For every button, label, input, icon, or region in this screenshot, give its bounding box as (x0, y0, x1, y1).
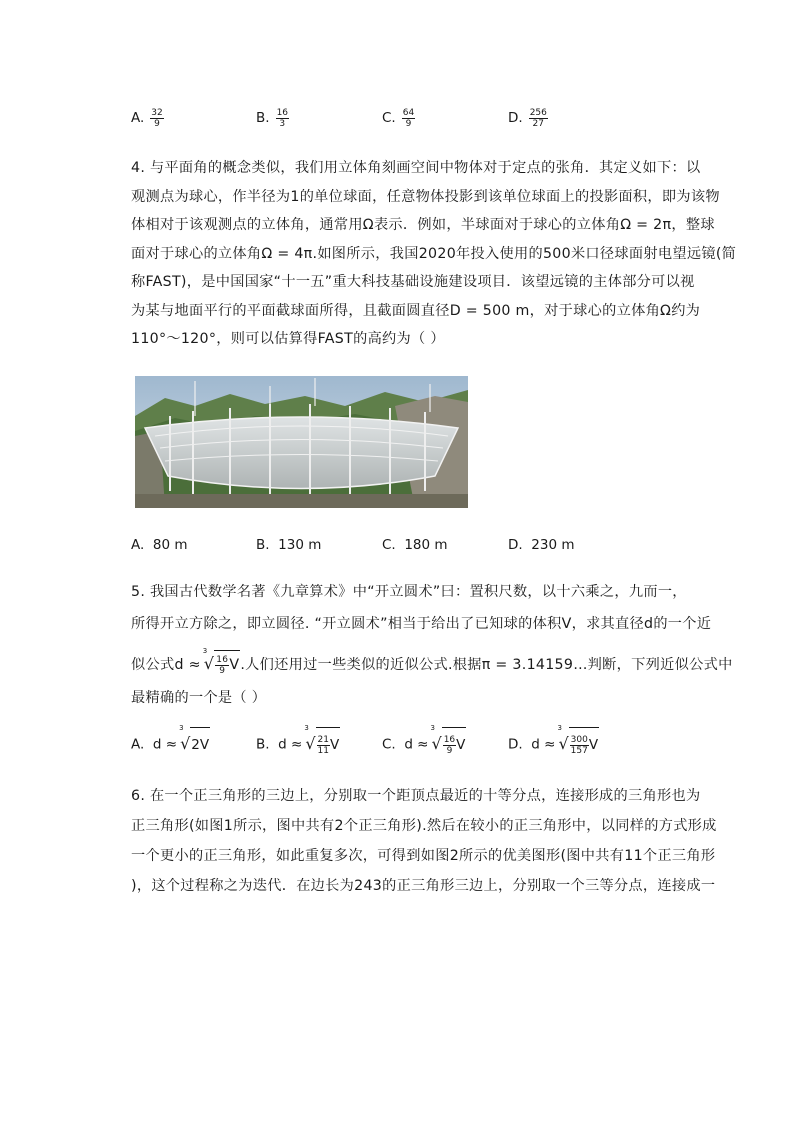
fast-telescope-photo (135, 376, 468, 508)
q4-option-a[interactable] (131, 530, 188, 560)
q5-options (131, 724, 691, 761)
q4-options (131, 530, 691, 560)
formula-suffix: .人们还用过一些类似的近似公式.根据π = 3.14159…判断，下列近似公式中 (240, 656, 733, 673)
fraction-denominator: 11 (317, 745, 329, 756)
cube-root (179, 724, 210, 762)
fraction-numerator: 64 (402, 107, 415, 118)
question-line: 观测点为球心，作半径为1的单位球面，任意物体投影到该单位球面上的投影面积，即为该物 (131, 188, 720, 205)
question-line: )，这个过程称之为迭代．在边长为243的正三角形三边上，分别取一个三等分点，连接成一 (131, 878, 716, 894)
question-line: 体相对于该观测点的立体角，通常用Ω表示．例如，半球面对于球心的立体角Ω = 2π，整球 (131, 217, 715, 233)
fraction-numerator: 16 (216, 654, 229, 665)
fraction (443, 735, 456, 756)
option-letter: B. (256, 537, 270, 553)
option-letter: D. (508, 110, 523, 126)
option-text: 180 m (404, 537, 448, 553)
root-index: 3 (430, 724, 435, 732)
telescope-image (135, 376, 468, 508)
question-line: 5. 我国古代数学名著《九章算术》中“开立圆术”曰：置积尺数，以十六乘之，九而一， (131, 584, 687, 600)
question-line: 为某与地面平行的平面截球面所得，且截面圆直径D = 500 m，对于球心的立体角Ω约为 (131, 302, 701, 319)
radical-sign-icon: √ (180, 734, 191, 753)
fraction-numerator: 16 (276, 107, 289, 118)
fraction (150, 108, 163, 129)
option-letter: A. (131, 110, 145, 126)
fraction-numerator: 21 (317, 734, 329, 745)
cube-root (557, 724, 599, 762)
fraction-denominator: 9 (405, 118, 412, 129)
q5-option-d[interactable] (508, 724, 599, 762)
fraction (402, 108, 415, 129)
option-letter: D. (508, 736, 523, 753)
fraction-denominator: 9 (219, 665, 226, 676)
q3-options (131, 103, 691, 133)
fraction-denominator: 9 (154, 118, 160, 129)
q3-option-a[interactable] (131, 103, 164, 133)
q3-option-d[interactable] (508, 103, 548, 133)
fraction-numerator: 300 (570, 734, 588, 745)
q4-option-d[interactable] (508, 530, 575, 560)
fraction-denominator: 9 (446, 745, 453, 756)
root-body (569, 727, 599, 762)
fraction-numerator: 32 (151, 107, 163, 118)
root-index: 3 (202, 647, 208, 655)
q3-option-c[interactable] (382, 103, 415, 133)
cube-root (202, 647, 241, 680)
radical-sign-icon: √ (431, 734, 442, 753)
question-line: 110°～120°，则可以估算得FAST的高约为（ ） (131, 331, 445, 347)
formula-prefix: d ≈ (278, 736, 303, 753)
q4-question (131, 154, 737, 354)
option-letter: A. (131, 736, 145, 753)
question-line: 正三角形(如图1所示，图中共有2个正三角形).然后在较小的正三角形中，以同样的方式形成 (131, 818, 717, 834)
fraction (215, 655, 229, 676)
fraction (317, 735, 330, 756)
fraction-denominator: 27 (532, 118, 544, 129)
question-line: 称FAST)，是中国国家“十一五”重大科技基础设施建设项目．该望远镜的主体部分可以视 (131, 274, 695, 290)
q4-option-b[interactable] (256, 530, 321, 560)
formula-prefix: d ≈ (152, 736, 178, 753)
option-letter: C. (382, 736, 396, 753)
fraction-numerator: 256 (529, 107, 547, 118)
option-letter: C. (382, 110, 396, 126)
option-letter: D. (508, 537, 523, 553)
q5-option-b[interactable] (256, 724, 340, 762)
fraction-denominator: 3 (279, 118, 286, 129)
radical-sign-icon: √ (558, 734, 569, 753)
option-letter: B. (256, 736, 270, 753)
question-line: 6. 在一个正三角形的三边上，分别取一个距顶点最近的十等分点，连接形成的三角形也为 (131, 788, 701, 804)
question-line: 面对于球心的立体角Ω = 4π.如图所示，我国2020年投入使用的500米口径球面射电望远镜(简 (131, 245, 737, 262)
radical-sign-icon: √ (203, 654, 215, 673)
option-text: 130 m (278, 537, 322, 553)
formula-prefix: d ≈ (531, 736, 556, 753)
root-index: 3 (304, 724, 309, 732)
root-body (214, 650, 240, 680)
formula-prefix: d ≈ (404, 736, 429, 753)
q5-question (131, 578, 733, 712)
root-index: 3 (179, 724, 184, 732)
q5-option-c[interactable] (382, 724, 466, 762)
root-variable: V (229, 657, 240, 673)
root-index: 3 (557, 724, 562, 732)
cube-root (304, 724, 340, 762)
fraction-denominator: 157 (570, 745, 588, 756)
option-letter: C. (382, 537, 396, 553)
root-body (316, 727, 341, 762)
question-line: 最精确的一个是（ ） (131, 689, 267, 706)
root-body (442, 727, 467, 762)
fraction (276, 108, 289, 129)
root-body: 2V (190, 727, 210, 762)
option-text: 230 m (531, 537, 575, 553)
root-variable: V (330, 737, 340, 753)
option-letter: B. (256, 110, 270, 126)
question-line: 4. 与平面角的概念类似，我们用立体角刻画空间中物体对于定点的张角．其定义如下：以 (131, 160, 701, 176)
fraction-numerator: 16 (443, 734, 456, 745)
radical-sign-icon: √ (305, 734, 316, 753)
cube-root (430, 724, 467, 762)
q3-option-b[interactable] (256, 103, 289, 133)
fraction (529, 108, 548, 129)
root-variable: V (588, 737, 599, 753)
option-letter: A. (131, 537, 145, 553)
formula-prefix: 似公式d ≈ (131, 656, 201, 673)
q4-option-c[interactable] (382, 530, 448, 560)
fraction (570, 735, 589, 756)
q6-question (131, 781, 717, 901)
question-line (131, 647, 733, 680)
root-variable: V (456, 737, 466, 753)
question-line: 所得开立方除之，即立圆径. “开立圆术”相当于给出了已知球的体积V，求其直径d的一个近 (131, 615, 712, 632)
q5-option-a[interactable] (131, 724, 210, 762)
question-line: 一个更小的正三角形，如此重复多次，可得到如图2所示的优美图形(图中共有11个正三角形 (131, 848, 716, 864)
option-text: 80 m (152, 537, 188, 553)
